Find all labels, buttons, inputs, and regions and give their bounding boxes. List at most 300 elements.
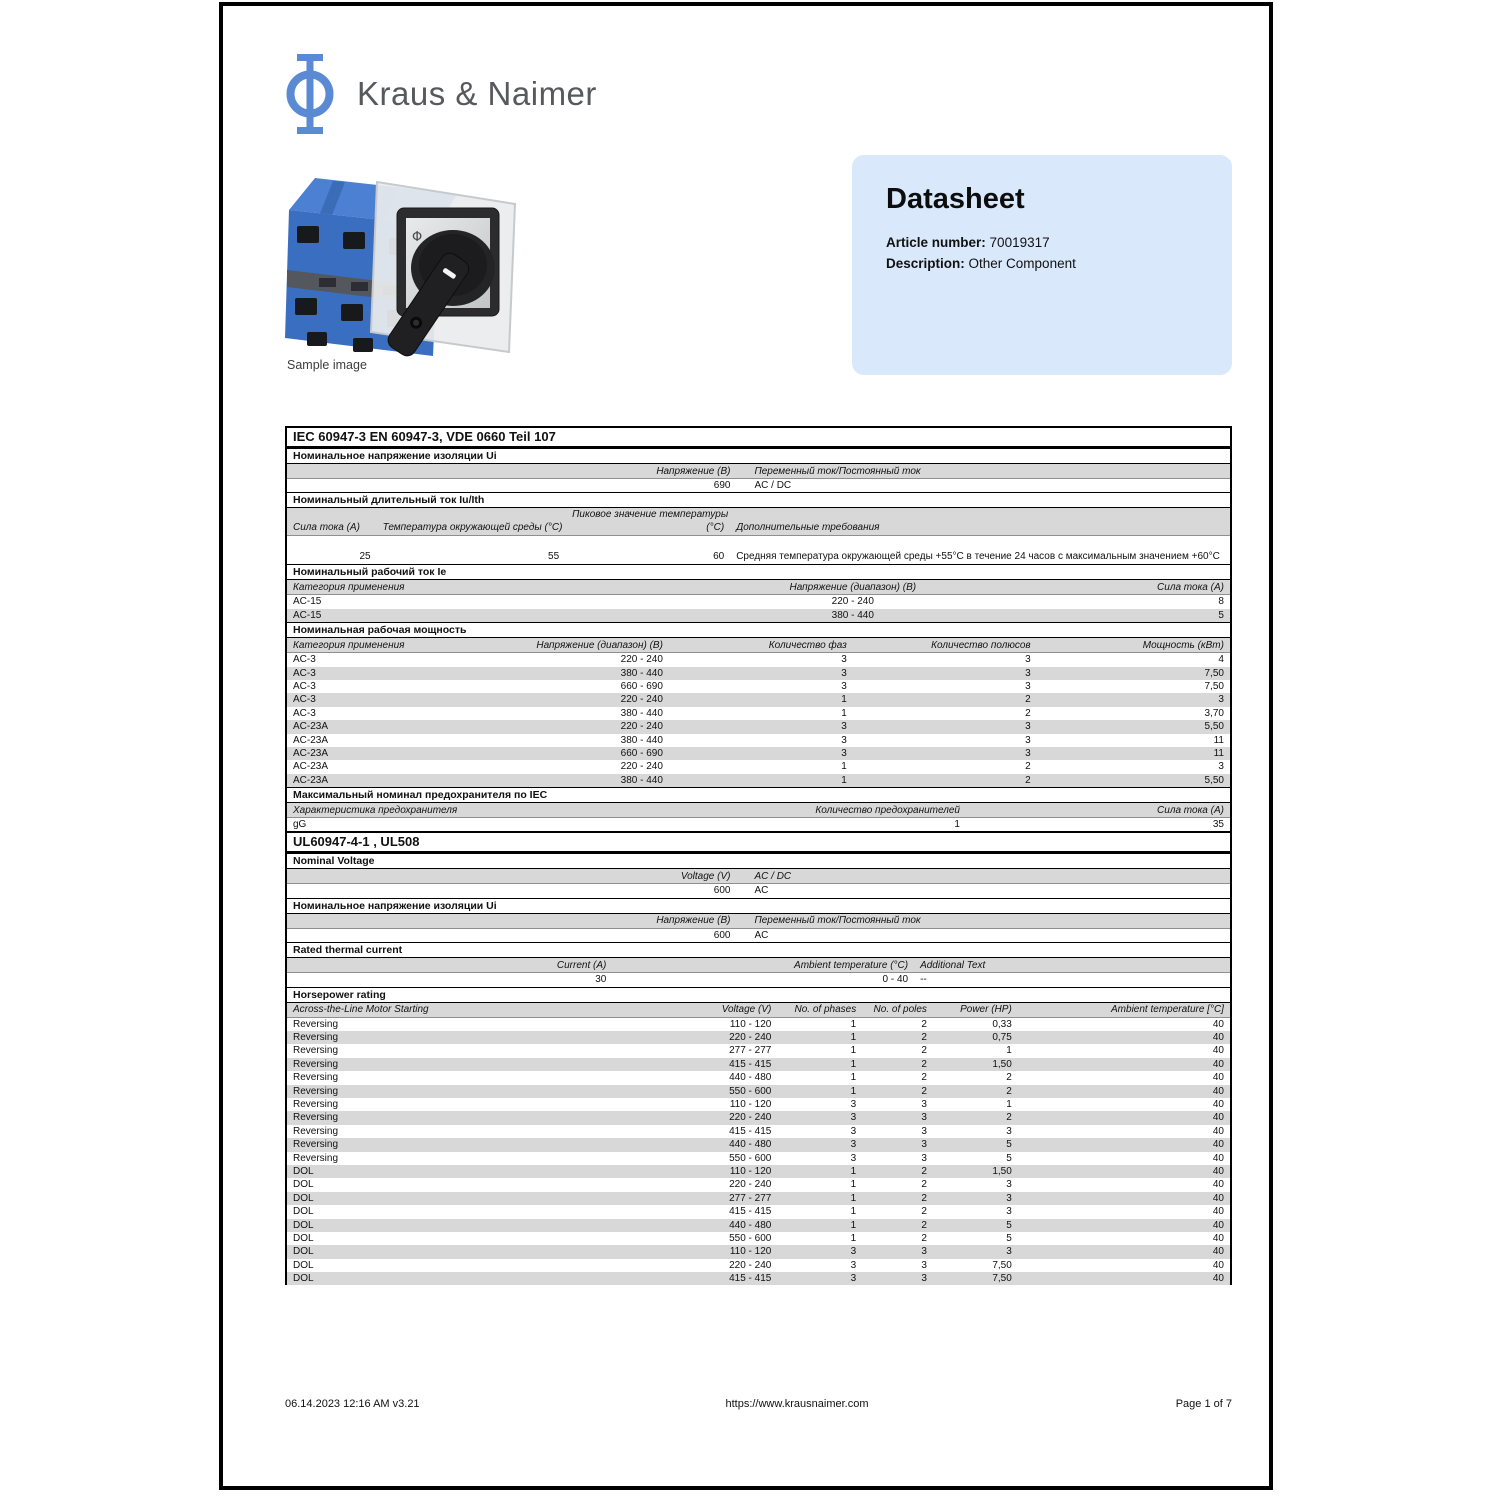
table-cell: 3 bbox=[850, 1139, 857, 1151]
table-cell: 3 bbox=[1025, 734, 1031, 746]
table-row bbox=[287, 720, 1230, 733]
table-cell: 1 bbox=[850, 1179, 857, 1191]
table-cell: 1 bbox=[1006, 1098, 1012, 1110]
table-cell: 220 - 240 bbox=[729, 1032, 772, 1044]
table-cell: Напряжение (B) bbox=[656, 465, 731, 477]
table-cell: 40 bbox=[1212, 1032, 1224, 1044]
table-cell: Номинальный длительный ток Iu/Ith bbox=[293, 494, 485, 507]
table-cell: 3 bbox=[1025, 667, 1031, 679]
table-cell: 3 bbox=[1025, 680, 1031, 692]
table-cell: 3 bbox=[1218, 694, 1224, 706]
table-cell: 1 bbox=[850, 1072, 857, 1084]
table-cell: 0,33 bbox=[992, 1018, 1012, 1030]
table-cell: 277 - 277 bbox=[729, 1045, 772, 1057]
table-section-row bbox=[287, 448, 1230, 464]
table-cell: Reversing bbox=[293, 1098, 339, 1110]
table-cell: 3 bbox=[841, 734, 847, 746]
article-number-line bbox=[886, 232, 1198, 253]
table-cell: 1 bbox=[850, 1085, 857, 1097]
table-cell: 1 bbox=[841, 761, 847, 773]
table-cell: Reversing bbox=[293, 1152, 339, 1164]
table-cell: 277 - 277 bbox=[729, 1192, 772, 1204]
table-cell: Reversing bbox=[293, 1058, 339, 1070]
table-cell: IEC 60947-3 EN 60947-3, VDE 0660 Teil 107 bbox=[293, 429, 556, 444]
table-cell: 2 bbox=[921, 1192, 927, 1204]
table-row bbox=[287, 680, 1230, 693]
table-cell: 40 bbox=[1212, 1273, 1224, 1285]
table-cell: 220 - 240 bbox=[620, 761, 663, 773]
table-row bbox=[287, 479, 1230, 492]
table-cell: 3 bbox=[921, 1098, 927, 1110]
table-cell: gG bbox=[293, 819, 307, 831]
table-row bbox=[287, 595, 1230, 608]
table-cell: 2 bbox=[1025, 694, 1031, 706]
table-cell: DOL bbox=[293, 1206, 314, 1218]
table-cell: 110 - 120 bbox=[729, 1018, 772, 1030]
card-title: Datasheet bbox=[886, 183, 1025, 215]
table-cell: Номинальное напряжение изоляции Ui bbox=[293, 899, 497, 912]
table-header-row bbox=[287, 580, 1230, 595]
table-cell: 415 - 415 bbox=[729, 1058, 772, 1070]
table-row bbox=[287, 1192, 1230, 1205]
table-header-row bbox=[287, 638, 1230, 653]
table-cell: 2 bbox=[921, 1072, 927, 1084]
table-cell: Средняя температура окружающей среды +55°C в течение 24 часов с максимальным значением +60°C bbox=[736, 550, 1220, 562]
table-row bbox=[287, 1071, 1230, 1084]
table-cell: AC-3 bbox=[293, 707, 316, 719]
table-cell: 2 bbox=[921, 1018, 927, 1030]
table-cell: 40 bbox=[1212, 1018, 1224, 1030]
table-cell: 1 bbox=[1006, 1045, 1012, 1057]
table-cell: 440 - 480 bbox=[729, 1072, 772, 1084]
brand-logo bbox=[283, 52, 597, 136]
table-cell: 40 bbox=[1212, 1206, 1224, 1218]
table-cell: Категория применения bbox=[293, 639, 405, 651]
table-row bbox=[287, 693, 1230, 706]
table-cell: 0 - 40 bbox=[882, 974, 909, 986]
description-label: Description: bbox=[886, 256, 965, 271]
table-cell: 3 bbox=[921, 1112, 927, 1124]
table-row bbox=[287, 1245, 1230, 1258]
table-cell: 3 bbox=[841, 721, 847, 733]
table-cell: Максимальный номинал предохранителя по IEC bbox=[293, 789, 548, 802]
table-section-row bbox=[287, 622, 1230, 638]
table-row bbox=[287, 536, 1230, 564]
table-cell: 1 bbox=[850, 1045, 857, 1057]
table-cell: 60 bbox=[713, 550, 725, 562]
table-row bbox=[287, 1111, 1230, 1124]
table-cell: AC-3 bbox=[293, 694, 316, 706]
table-cell: Across-the-Line Motor Starting bbox=[293, 1004, 429, 1016]
table-header-row bbox=[287, 1003, 1230, 1018]
table-row bbox=[287, 973, 1230, 986]
footer-url[interactable]: https://www.krausnaimer.com bbox=[725, 1398, 869, 1410]
table-cell: Сила тока (A) bbox=[1157, 804, 1224, 816]
table-row bbox=[287, 818, 1230, 831]
table-cell: DOL bbox=[293, 1179, 314, 1191]
table-row bbox=[287, 774, 1230, 787]
table-cell: 1 bbox=[850, 1219, 857, 1231]
table-cell: 220 - 240 bbox=[729, 1259, 772, 1271]
table-cell: 220 - 240 bbox=[620, 721, 663, 733]
table-row bbox=[287, 667, 1230, 680]
table-cell: AC-23A bbox=[293, 734, 329, 746]
table-cell: Напряжение (диапазон) (B) bbox=[536, 639, 663, 651]
table-section-row bbox=[287, 987, 1230, 1003]
table-cell: 110 - 120 bbox=[729, 1165, 772, 1177]
table-cell: 220 - 240 bbox=[620, 654, 663, 666]
svg-text:Φ: Φ bbox=[412, 230, 423, 245]
table-cell: Reversing bbox=[293, 1125, 339, 1137]
spec-table bbox=[285, 426, 1232, 1285]
table-cell: 1 bbox=[850, 1192, 857, 1204]
table-cell: 1 bbox=[850, 1165, 857, 1177]
table-cell: Характеристика предохранителя bbox=[293, 804, 458, 816]
table-cell: Переменный ток/Постоянный ток bbox=[754, 465, 921, 477]
table-cell: Reversing bbox=[293, 1045, 339, 1057]
table-cell: AC-15 bbox=[293, 596, 322, 608]
table-cell: 40 bbox=[1212, 1058, 1224, 1070]
table-cell: DOL bbox=[293, 1219, 314, 1231]
table-cell: Переменный ток/Постоянный ток bbox=[754, 915, 921, 927]
brand-name: Kraus & Naimer bbox=[357, 75, 597, 112]
table-row bbox=[287, 929, 1230, 942]
table-cell: 3 bbox=[850, 1125, 857, 1137]
table-cell: 3 bbox=[1025, 654, 1031, 666]
table-cell: 3 bbox=[850, 1246, 857, 1258]
table-cell: Horsepower rating bbox=[293, 988, 386, 1001]
table-cell: 3 bbox=[1025, 747, 1031, 759]
table-cell: 3 bbox=[921, 1139, 927, 1151]
table-header-row bbox=[287, 958, 1230, 973]
table-cell: 1 bbox=[954, 819, 960, 831]
table-header-row bbox=[287, 464, 1230, 479]
table-cell: Температура окружающей среды (°C) bbox=[382, 522, 563, 534]
table-cell: AC-23A bbox=[293, 774, 329, 786]
table-cell: 3 bbox=[1006, 1179, 1012, 1191]
table-cell: Напряжение (диапазон) (B) bbox=[789, 581, 917, 593]
table-cell: AC-15 bbox=[293, 609, 322, 621]
table-section-row bbox=[287, 787, 1230, 803]
table-cell: 40 bbox=[1212, 1165, 1224, 1177]
table-section-row bbox=[287, 898, 1230, 914]
table-row bbox=[287, 1125, 1230, 1138]
table-cell: 3 bbox=[1006, 1246, 1012, 1258]
table-cell: Мощность (кВт) bbox=[1142, 639, 1224, 651]
table-cell: 660 - 690 bbox=[620, 747, 663, 759]
table-cell: 40 bbox=[1212, 1072, 1224, 1084]
table-cell: 3 bbox=[841, 747, 847, 759]
table-cell: Voltage (V) bbox=[721, 1004, 772, 1016]
table-cell: 3 bbox=[1006, 1192, 1012, 1204]
table-row bbox=[287, 1259, 1230, 1272]
table-cell: 3 bbox=[921, 1125, 927, 1137]
table-cell: AC-3 bbox=[293, 680, 316, 692]
table-cell: 380 - 440 bbox=[831, 609, 874, 621]
table-cell: 2 bbox=[1006, 1085, 1012, 1097]
table-cell: Ambient temperature (°C) bbox=[794, 959, 909, 971]
table-cell: Rated thermal current bbox=[293, 944, 403, 957]
table-cell: 2 bbox=[1025, 707, 1031, 719]
table-cell: 2 bbox=[1025, 774, 1031, 786]
table-cell: 3 bbox=[921, 1152, 927, 1164]
table-row bbox=[287, 734, 1230, 747]
table-cell: Nominal Voltage bbox=[293, 855, 375, 868]
table-header-row bbox=[287, 508, 1230, 536]
table-cell: 5 bbox=[1006, 1232, 1012, 1244]
table-cell: 7,50 bbox=[992, 1273, 1012, 1285]
table-cell: 380 - 440 bbox=[620, 734, 663, 746]
table-cell: AC bbox=[754, 929, 769, 941]
table-header-row bbox=[287, 803, 1230, 818]
table-cell: 1 bbox=[850, 1232, 857, 1244]
table-cell: Reversing bbox=[293, 1112, 339, 1124]
table-cell: AC-23A bbox=[293, 761, 329, 773]
table-cell: 2 bbox=[1006, 1072, 1012, 1084]
table-cell: 2 bbox=[1006, 1112, 1012, 1124]
table-row bbox=[287, 1044, 1230, 1057]
table-cell: 1 bbox=[841, 694, 847, 706]
table-cell: 3 bbox=[921, 1273, 927, 1285]
table-row bbox=[287, 1152, 1230, 1165]
table-cell: 550 - 600 bbox=[729, 1152, 772, 1164]
table-cell: 2 bbox=[921, 1206, 927, 1218]
table-cell: AC / DC bbox=[754, 870, 792, 882]
table-cell: DOL bbox=[293, 1165, 314, 1177]
table-cell: Количество фаз bbox=[768, 639, 847, 651]
table-cell: 1 bbox=[850, 1018, 857, 1030]
table-cell: 40 bbox=[1212, 1139, 1224, 1151]
table-cell: 440 - 480 bbox=[729, 1139, 772, 1151]
table-header-cell: Пиковое значение температуры bbox=[572, 509, 729, 521]
table-cell: 3 bbox=[850, 1152, 857, 1164]
table-cell: 600 bbox=[713, 885, 731, 897]
table-cell: 5 bbox=[1006, 1139, 1012, 1151]
description-line bbox=[886, 253, 1198, 274]
table-row bbox=[287, 1138, 1230, 1151]
table-cell: 3 bbox=[1025, 721, 1031, 733]
table-cell: 40 bbox=[1212, 1259, 1224, 1271]
table-cell: 110 - 120 bbox=[729, 1098, 772, 1110]
table-cell: 7,50 bbox=[1204, 680, 1224, 692]
table-cell: 2 bbox=[921, 1219, 927, 1231]
table-row bbox=[287, 1205, 1230, 1218]
table-row bbox=[287, 653, 1230, 666]
table-cell: 220 - 240 bbox=[729, 1112, 772, 1124]
table-cell: 3 bbox=[1006, 1206, 1012, 1218]
table-cell: 690 bbox=[713, 480, 731, 491]
table-cell: 40 bbox=[1212, 1125, 1224, 1137]
table-cell: DOL bbox=[293, 1232, 314, 1244]
table-cell: 600 bbox=[713, 929, 731, 941]
table-cell: Номинальная рабочая мощность bbox=[293, 624, 467, 637]
table-cell: 1 bbox=[850, 1058, 857, 1070]
table-row bbox=[287, 1272, 1230, 1285]
table-cell: Reversing bbox=[293, 1085, 339, 1097]
table-cell: 11 bbox=[1213, 734, 1224, 746]
table-header-row bbox=[287, 869, 1230, 884]
table-cell: 415 - 415 bbox=[729, 1206, 772, 1218]
table-row bbox=[287, 707, 1230, 720]
table-cell: 5 bbox=[1006, 1152, 1012, 1164]
table-cell: Количество полюсов bbox=[931, 639, 1031, 651]
datasheet-page bbox=[219, 2, 1273, 1490]
table-cell: 40 bbox=[1212, 1192, 1224, 1204]
table-cell: 220 - 240 bbox=[620, 694, 663, 706]
table-cell: 660 - 690 bbox=[620, 680, 663, 692]
table-cell: 380 - 440 bbox=[620, 707, 663, 719]
article-number-value: 70019317 bbox=[989, 235, 1050, 250]
table-cell: 2 bbox=[921, 1045, 927, 1057]
table-cell: 35 bbox=[1212, 819, 1224, 831]
table-cell: 40 bbox=[1212, 1098, 1224, 1110]
table-cell: 5,50 bbox=[1204, 774, 1224, 786]
table-row bbox=[287, 1098, 1230, 1111]
table-cell: 1 bbox=[841, 774, 847, 786]
table-title-row bbox=[287, 426, 1230, 448]
table-cell: 40 bbox=[1212, 1232, 1224, 1244]
table-cell: 380 - 440 bbox=[620, 667, 663, 679]
table-cell: AC-3 bbox=[293, 667, 316, 679]
table-section-row bbox=[287, 492, 1230, 508]
table-cell: 7,50 bbox=[992, 1259, 1012, 1271]
table-cell: 3 bbox=[841, 667, 847, 679]
product-image bbox=[281, 148, 531, 365]
table-cell: 380 - 440 bbox=[620, 774, 663, 786]
table-cell: Сила тока (A) bbox=[293, 522, 360, 534]
table-cell: 2 bbox=[921, 1165, 927, 1177]
table-cell: Номинальный рабочий ток Ie bbox=[293, 566, 447, 579]
table-cell: 3 bbox=[850, 1098, 857, 1110]
table-cell: Reversing bbox=[293, 1139, 339, 1151]
table-cell: 40 bbox=[1212, 1112, 1224, 1124]
table-cell: 55 bbox=[548, 550, 560, 562]
table-cell: 3 bbox=[1006, 1125, 1012, 1137]
table-cell: 2 bbox=[921, 1232, 927, 1244]
table-cell: 0,75 bbox=[992, 1032, 1012, 1044]
table-row bbox=[287, 1058, 1230, 1071]
table-cell: Reversing bbox=[293, 1032, 339, 1044]
table-cell: Напряжение (B) bbox=[656, 915, 731, 927]
table-cell: 40 bbox=[1212, 1219, 1224, 1231]
table-cell: Количество предохранителей bbox=[815, 804, 960, 816]
table-cell: 220 - 240 bbox=[729, 1179, 772, 1191]
table-cell: 3 bbox=[841, 680, 847, 692]
table-row bbox=[287, 1232, 1230, 1245]
table-cell: 415 - 415 bbox=[729, 1273, 772, 1285]
table-cell: Сила тока (A) bbox=[1157, 581, 1224, 593]
article-number-label: Article number: bbox=[886, 235, 986, 250]
table-cell: 2 bbox=[921, 1032, 927, 1044]
table-cell: 1,50 bbox=[992, 1058, 1012, 1070]
table-cell: DOL bbox=[293, 1246, 314, 1258]
table-cell: Категория применения bbox=[293, 581, 405, 593]
table-cell: 3 bbox=[1218, 761, 1224, 773]
table-cell: 2 bbox=[921, 1179, 927, 1191]
table-section-row bbox=[287, 853, 1230, 869]
table-cell: 3 bbox=[921, 1246, 927, 1258]
table-cell: Ambient temperature [°C] bbox=[1111, 1004, 1224, 1016]
table-cell: 3 bbox=[850, 1273, 857, 1285]
table-cell: 4 bbox=[1218, 654, 1224, 666]
table-cell: Additional Text bbox=[920, 959, 986, 971]
table-cell: 1 bbox=[850, 1206, 857, 1218]
table-cell: 5 bbox=[1006, 1219, 1012, 1231]
table-cell: 40 bbox=[1212, 1246, 1224, 1258]
table-cell: AC-3 bbox=[293, 654, 316, 666]
table-header-row bbox=[287, 914, 1230, 929]
table-cell: Power (HP) bbox=[960, 1004, 1012, 1016]
table-cell: -- bbox=[920, 974, 927, 986]
table-row bbox=[287, 1219, 1230, 1232]
rotary-switch-image bbox=[281, 148, 531, 360]
table-row bbox=[287, 1178, 1230, 1191]
table-cell: 40 bbox=[1212, 1045, 1224, 1057]
table-cell: 25 bbox=[359, 550, 371, 562]
table-cell: 2 bbox=[921, 1085, 927, 1097]
table-cell: AC / DC bbox=[754, 480, 792, 491]
table-cell: Номинальное напряжение изоляции Ui bbox=[293, 450, 497, 462]
table-cell: AC-23A bbox=[293, 747, 329, 759]
table-section-row bbox=[287, 942, 1230, 958]
table-cell: 7,50 bbox=[1204, 667, 1224, 679]
table-row bbox=[287, 1018, 1230, 1031]
table-cell: 40 bbox=[1212, 1085, 1224, 1097]
table-cell: 2 bbox=[1025, 761, 1031, 773]
datasheet-card bbox=[852, 155, 1232, 375]
phi-icon bbox=[283, 52, 337, 136]
table-cell: 440 - 480 bbox=[729, 1219, 772, 1231]
table-cell: Reversing bbox=[293, 1018, 339, 1030]
table-cell: Current (A) bbox=[556, 959, 607, 971]
table-row bbox=[287, 760, 1230, 773]
table-cell: DOL bbox=[293, 1259, 314, 1271]
description-value: Other Component bbox=[968, 256, 1076, 271]
table-cell: 3 bbox=[850, 1112, 857, 1124]
table-cell: No. of phases bbox=[794, 1004, 857, 1016]
table-cell: 110 - 120 bbox=[729, 1246, 772, 1258]
table-cell: AC bbox=[754, 885, 769, 897]
table-cell: AC-23A bbox=[293, 721, 329, 733]
table-row bbox=[287, 747, 1230, 760]
table-cell: 1 bbox=[850, 1032, 857, 1044]
table-cell: Reversing bbox=[293, 1072, 339, 1084]
table-cell: 11 bbox=[1213, 747, 1224, 759]
table-cell: (°C) bbox=[706, 522, 725, 534]
table-cell: 5,50 bbox=[1204, 721, 1224, 733]
table-cell: 2 bbox=[921, 1058, 927, 1070]
table-cell: 8 bbox=[1218, 596, 1224, 608]
table-cell: 550 - 600 bbox=[729, 1232, 772, 1244]
table-cell: 3,70 bbox=[1204, 707, 1224, 719]
sample-image-caption: Sample image bbox=[287, 358, 367, 372]
table-row bbox=[287, 1085, 1230, 1098]
footer-generated: 06.14.2023 12:16 AM v3.21 bbox=[285, 1398, 420, 1410]
table-row bbox=[287, 1165, 1230, 1178]
table-cell: 5 bbox=[1218, 609, 1224, 621]
table-title-row bbox=[287, 831, 1230, 853]
table-cell: No. of poles bbox=[873, 1004, 927, 1016]
table-cell: 1 bbox=[841, 707, 847, 719]
table-cell: 1,50 bbox=[992, 1165, 1012, 1177]
table-cell: 550 - 600 bbox=[729, 1085, 772, 1097]
table-cell: 220 - 240 bbox=[831, 596, 874, 608]
table-cell: Дополнительные требования bbox=[736, 522, 880, 534]
table-cell: 40 bbox=[1212, 1179, 1224, 1191]
table-cell: DOL bbox=[293, 1273, 314, 1285]
footer-page: Page 1 of 7 bbox=[1175, 1398, 1232, 1410]
table-cell: DOL bbox=[293, 1192, 314, 1204]
